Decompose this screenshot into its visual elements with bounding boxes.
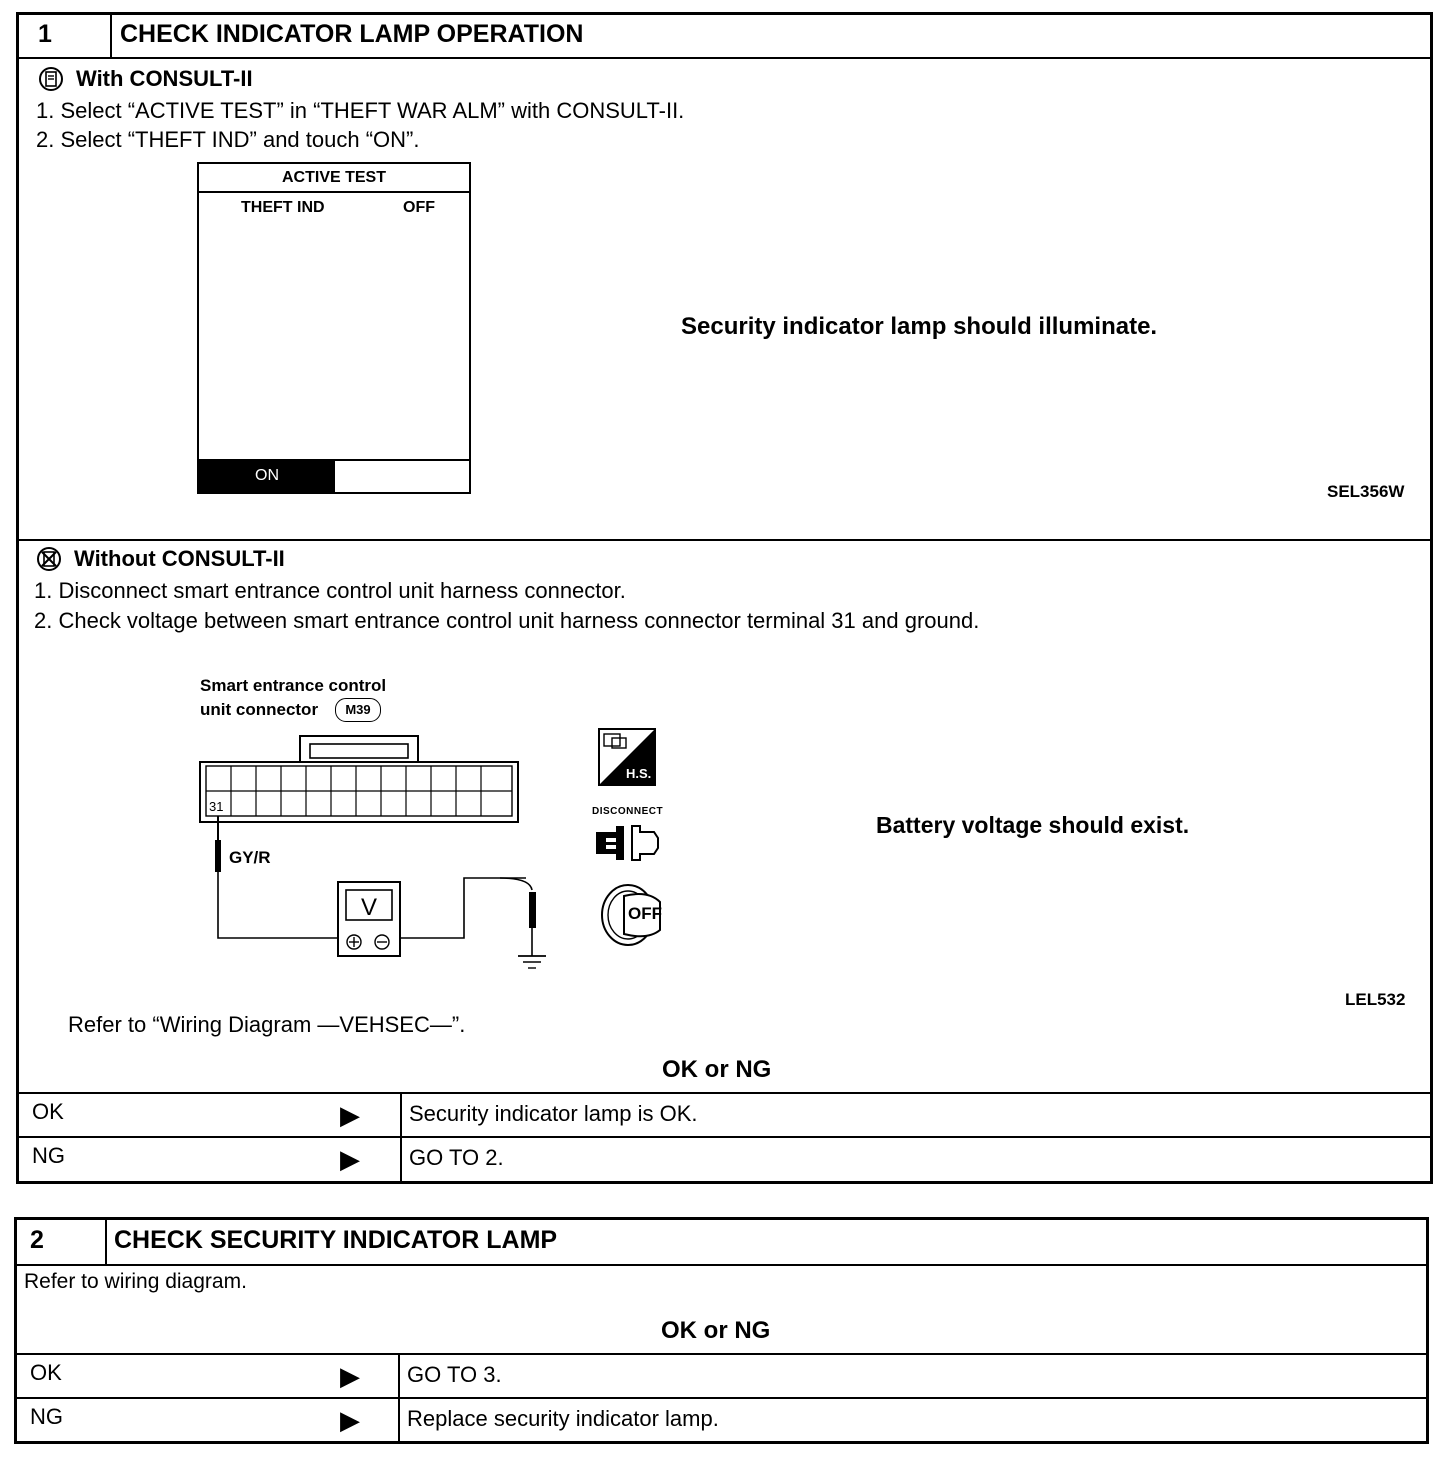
connector-label-line2: unit connector [200, 700, 319, 719]
step2-ng-key: NG [30, 1404, 63, 1429]
off-label: OFF [628, 904, 662, 923]
step2-ok-value[interactable]: GO TO 3. [407, 1362, 502, 1387]
without-consult-heading: Without CONSULT-II [74, 546, 285, 571]
step1-header-divider [110, 14, 112, 58]
step2-ng-arrow-icon: ▶ [340, 1405, 360, 1435]
without-consult-step-2: 2. Check voltage between smart entrance control unit harness connector terminal 31 and ground. [34, 608, 980, 633]
step1-ng-value[interactable]: GO TO 2. [409, 1145, 504, 1170]
screen-on-label: ON [255, 467, 279, 484]
disconnect-icon [592, 818, 662, 868]
connector-label-line1: Smart entrance control [200, 676, 387, 695]
step1-ok-key: OK [32, 1099, 64, 1124]
disconnect-label: DISCONNECT [592, 806, 664, 817]
step1-ok-arrow-icon: ▶ [340, 1100, 360, 1130]
ground-probe [500, 870, 570, 980]
step1-ng-key: NG [32, 1143, 65, 1168]
with-consult-heading: With CONSULT-II [76, 66, 253, 91]
with-consult-step-2: 2. Select “THEFT IND” and touch “ON”. [36, 127, 420, 152]
step1-ok-ng: OK or NG [662, 1056, 772, 1083]
figure-code-lel532: LEL532 [1345, 990, 1406, 1009]
step1-ng-arrow-icon: ▶ [340, 1144, 360, 1174]
step2-refer[interactable]: Refer to wiring diagram. [24, 1270, 247, 1293]
connector-id-badge [335, 698, 381, 722]
with-consult-step-1: 1. Select “ACTIVE TEST” in “THEFT WAR ALM” with CONSULT-II. [36, 98, 685, 123]
terminal-number: 31 [209, 799, 224, 814]
screen-item-value: OFF [403, 199, 435, 216]
wiring-diagram-reference[interactable]: Refer to “Wiring Diagram —VEHSEC—”. [68, 1012, 466, 1037]
section-divider [18, 539, 1431, 541]
step1-title: CHECK INDICATOR LAMP OPERATION [120, 20, 584, 48]
consult-result: Security indicator lamp should illuminate. [681, 313, 1158, 340]
step2-header-divider [105, 1219, 107, 1265]
step2-header-bottom [16, 1264, 1427, 1266]
consult-screen [197, 162, 471, 494]
step1-header-bottom [18, 57, 1431, 59]
consult-icon [38, 66, 64, 92]
no-consult-result: Battery voltage should exist. [876, 812, 1190, 838]
screen-item-label: THEFT IND [241, 199, 325, 216]
ignition-off-icon [598, 882, 670, 948]
without-consult-step-1: 1. Disconnect smart entrance control unit harness connector. [34, 578, 626, 603]
step2-ok-key: OK [30, 1360, 62, 1385]
step2-ok-arrow-icon: ▶ [340, 1361, 360, 1391]
step2-number: 2 [30, 1226, 44, 1254]
harness-side-icon [598, 728, 656, 786]
connector-id: M39 [345, 702, 371, 717]
wire-color: GY/R [229, 848, 271, 867]
figure-code-sel356w: SEL356W [1327, 482, 1405, 501]
meter-symbol: V [360, 894, 378, 921]
no-consult-icon [36, 546, 62, 572]
step2-ng-value: Replace security indicator lamp. [407, 1406, 719, 1431]
step1-number: 1 [38, 20, 52, 48]
step2-ok-ng: OK or NG [661, 1317, 771, 1344]
screen-on-button[interactable] [199, 460, 335, 492]
step1-ok-value: Security indicator lamp is OK. [409, 1101, 698, 1126]
step2-title: CHECK SECURITY INDICATOR LAMP [114, 1226, 558, 1254]
screen-title: ACTIVE TEST [281, 169, 386, 186]
hs-label: H.S. [626, 766, 652, 781]
